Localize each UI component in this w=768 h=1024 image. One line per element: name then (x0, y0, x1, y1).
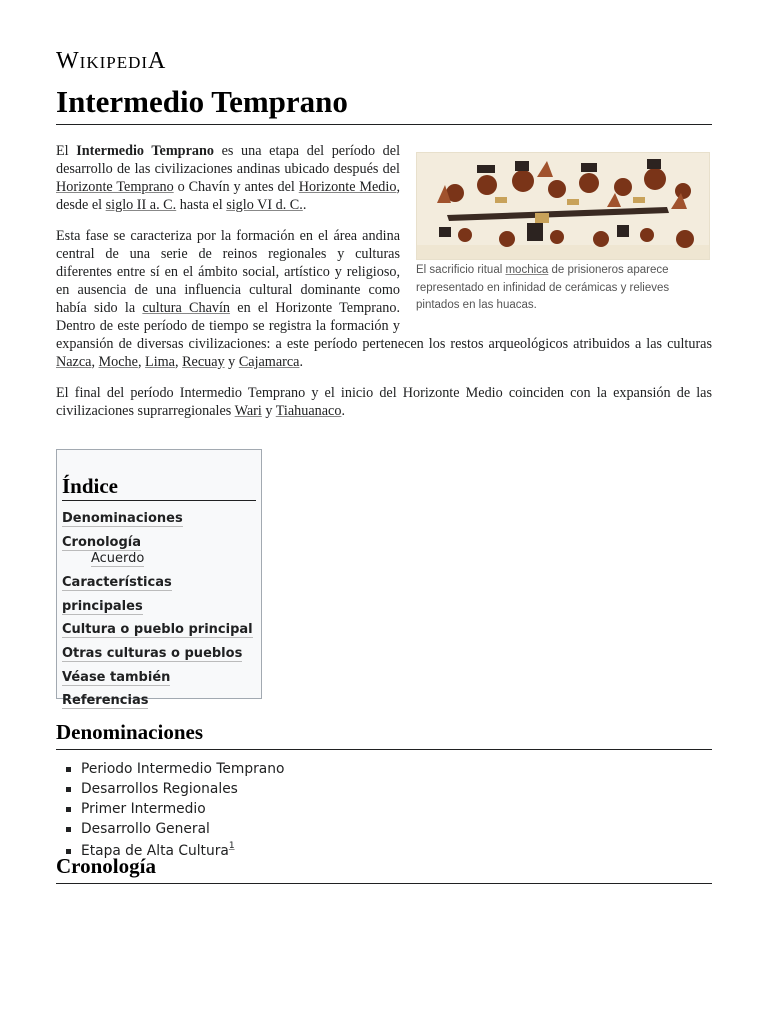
paragraph-text: . (341, 403, 345, 419)
moche-sacrifice-image[interactable] (416, 152, 710, 260)
paragraph-text: El final del período Intermedio Temprano y el inicio del Horizonte Medio coinciden con la expansión de las civilizaciones suprarregionales (56, 385, 712, 419)
paragraph-text: o Chavín y antes del (173, 179, 299, 195)
section-heading-denominaciones: Denominaciones (56, 720, 712, 750)
list-item: Desarrollos Regionales (64, 779, 284, 799)
inline-link[interactable]: Moche (98, 354, 138, 370)
inline-link[interactable]: Recuay (182, 354, 225, 370)
paragraph-text: , (91, 354, 99, 370)
figure (416, 152, 712, 315)
footnote-ref[interactable]: 1 (228, 841, 235, 851)
table-of-contents (56, 449, 262, 709)
paragraph-text: , (137, 354, 146, 370)
list-item: Desarrollo General (64, 819, 284, 839)
inline-link[interactable]: siglo VI d. C. (226, 197, 303, 213)
paragraph-text: Esta fase se caracteriza por la formación en el área andina central de una serie de reinos regionales y culturas diferentes entre sí en el ámbito social, artístico y religioso, en ausencia de una influencia cultural dominante como había sido la (56, 228, 400, 316)
paragraph-text: , (174, 354, 183, 370)
denominaciones-list (64, 759, 284, 861)
paragraph-text: , desde el (56, 179, 400, 213)
list-item: Periodo Intermedio Temprano (64, 759, 284, 779)
inline-link[interactable]: Cajamarca (238, 354, 300, 370)
page-title: Intermedio Temprano (56, 84, 712, 125)
paragraph-text: y (224, 354, 239, 370)
list-item-text: Etapa de Alta Cultura (81, 843, 229, 859)
toc-item-denominaciones[interactable]: Denominaciones (62, 511, 183, 526)
bold-term: Intermedio Temprano (76, 143, 214, 159)
toc-item-caracteristicas[interactable]: Características principales (62, 575, 172, 614)
toc-item-vease-tambien[interactable]: Véase también (62, 669, 171, 685)
inline-link[interactable]: siglo II a. C. (105, 197, 177, 213)
paragraph-text: en el Horizonte Temprano. Dentro de este período de tiempo se registra la formación y expansión de diversas civilizaciones: a este período pertenecen los restos arqueológicos atribuidos a las culturas (56, 300, 712, 352)
toc-subitem-acuerdo[interactable]: Acuerdo (91, 551, 145, 567)
paragraph-text: . (302, 197, 307, 213)
paragraph-text: . (299, 354, 304, 370)
wikipedia-logo[interactable]: WIKIPEDIA (56, 48, 167, 74)
inline-link[interactable]: cultura Chavín (142, 300, 231, 316)
toc-item-otras-culturas[interactable]: Otras culturas o pueblos (62, 645, 243, 661)
figure-caption: El sacrificio ritual mochica de prisioneros aparece representado en infinidad de cerámicas y relieves pintados en las huacas. (416, 264, 670, 311)
intro-paragraph-3 (56, 384, 712, 420)
inline-link[interactable]: Nazca (56, 354, 92, 370)
section-heading-cronologia: Cronología (56, 854, 712, 884)
inline-link[interactable]: Wari (234, 403, 262, 419)
list-item: Primer Intermedio (64, 799, 284, 819)
toc-item-referencias[interactable]: Referencias (62, 693, 149, 709)
toc-item-cronologia[interactable]: Cronología (62, 534, 141, 550)
inline-link[interactable]: Horizonte Temprano (56, 179, 174, 195)
toc-item-cultura-principal[interactable]: Cultura o pueblo principal (62, 622, 253, 638)
paragraph-text: es una etapa del período del desarrollo de las civilizaciones andinas ubicado después del (56, 143, 401, 177)
paragraph-text: hasta el (176, 197, 227, 213)
paragraph-text: y (261, 403, 276, 419)
toc-title: Índice (62, 474, 256, 501)
inline-link[interactable]: Horizonte Medio (298, 179, 397, 195)
paragraph-text: El (56, 143, 77, 159)
inline-link[interactable]: Tiahuanaco (275, 403, 342, 419)
mochica-link[interactable]: mochica (505, 264, 549, 276)
inline-link[interactable]: Lima (145, 354, 175, 370)
article-body (56, 142, 712, 433)
